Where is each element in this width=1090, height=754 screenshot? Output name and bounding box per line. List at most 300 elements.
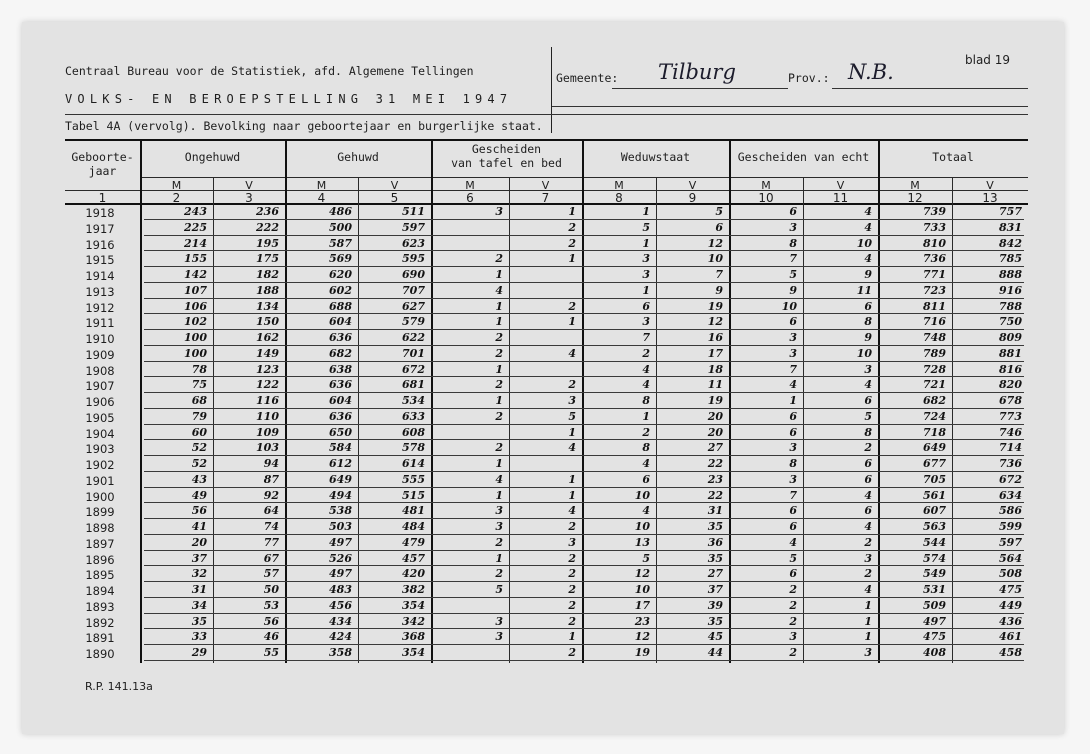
data-cell: 672 <box>402 362 425 376</box>
data-cell: 789 <box>923 346 946 360</box>
data-cell: 7 <box>642 331 650 344</box>
data-cell: 739 <box>923 205 946 218</box>
data-cell: 7 <box>715 268 723 281</box>
data-cell: 100 <box>184 331 207 344</box>
data-cell: 4 <box>642 362 650 376</box>
census-title: VOLKS- EN BEROEPSTELLING 31 MEI 1947 <box>65 92 513 106</box>
data-cell: 2 <box>495 252 503 266</box>
year-cell: 1897 <box>85 536 115 551</box>
row-rule <box>144 282 1024 283</box>
column-number: 5 <box>390 191 399 205</box>
data-cell: 3 <box>568 394 576 407</box>
data-cell: 6 <box>789 425 797 439</box>
row-rule <box>144 329 1024 330</box>
data-cell: 563 <box>923 520 946 533</box>
data-cell: 10 <box>634 520 650 533</box>
institution-line: Centraal Bureau voor de Statistiek, afd. Algemene Tellingen <box>65 64 474 78</box>
data-cell: 595 <box>402 252 425 266</box>
data-cell: 5 <box>642 220 650 234</box>
year-cell: 1906 <box>85 395 115 409</box>
data-cell: 811 <box>923 299 946 313</box>
data-cell: 494 <box>329 488 352 502</box>
year-cell: 1907 <box>85 379 115 394</box>
data-cell: 60 <box>191 425 207 439</box>
row-rule <box>144 298 1024 299</box>
year-cell: 1905 <box>85 410 115 425</box>
data-cell: 636 <box>329 331 352 344</box>
data-cell: 3 <box>495 630 503 644</box>
data-cell: 2 <box>495 441 503 455</box>
row-rule <box>144 534 1024 535</box>
column-number: 9 <box>688 191 697 205</box>
data-cell: 195 <box>256 236 279 250</box>
group-header: Gescheiden van echt <box>737 150 870 164</box>
data-cell: 4 <box>568 504 576 518</box>
data-cell: 3 <box>789 630 797 644</box>
data-cell: 569 <box>329 252 352 266</box>
data-cell: 2 <box>568 583 576 596</box>
column-number: 8 <box>615 191 623 205</box>
data-cell: 354 <box>402 646 425 659</box>
data-cell: 6 <box>789 567 797 581</box>
data-cell: 100 <box>184 346 207 360</box>
data-cell: 773 <box>999 409 1022 423</box>
data-cell: 52 <box>191 441 207 455</box>
data-cell: 4 <box>864 488 872 502</box>
data-cell: 682 <box>329 346 352 360</box>
data-cell: 18 <box>707 362 723 376</box>
data-cell: 56 <box>191 504 207 518</box>
data-cell: 103 <box>256 441 279 455</box>
table-caption: Tabel 4A (vervolg). Bevolking naar geboortejaar en burgerlijke staat. <box>65 119 543 133</box>
data-cell: 53 <box>263 598 279 612</box>
data-cell: 2 <box>568 614 576 628</box>
data-cell: 4 <box>789 378 797 392</box>
data-cell: 43 <box>191 472 207 486</box>
data-cell: 475 <box>999 583 1022 596</box>
data-cell: 56 <box>263 614 279 628</box>
data-cell: 33 <box>191 630 207 644</box>
data-cell: 102 <box>184 315 207 329</box>
data-cell: 8 <box>642 441 650 455</box>
data-cell: 64 <box>263 504 279 518</box>
data-cell: 5 <box>568 409 576 423</box>
year-cell: 1910 <box>85 332 115 346</box>
data-cell: 757 <box>999 205 1022 218</box>
data-cell: 116 <box>256 394 279 407</box>
data-cell: 4 <box>642 504 650 518</box>
data-cell: 7 <box>789 362 797 376</box>
data-cell: 4 <box>642 378 650 392</box>
data-cell: 701 <box>402 346 425 360</box>
data-cell: 7 <box>789 488 797 502</box>
data-cell: 10 <box>856 236 872 250</box>
year-cell: 1918 <box>85 206 115 220</box>
data-cell: 6 <box>789 205 797 218</box>
sub-label: V <box>986 179 994 192</box>
sub-label: M <box>910 179 920 192</box>
data-cell: 434 <box>329 614 352 628</box>
data-cell: 1 <box>568 488 576 502</box>
data-cell: 68 <box>191 394 207 407</box>
data-cell: 342 <box>402 614 425 628</box>
year-cell: 1894 <box>85 584 115 598</box>
data-cell: 17 <box>634 598 650 612</box>
gemeente-label: Gemeente: <box>556 71 619 85</box>
data-cell: 881 <box>999 346 1022 360</box>
group-divider <box>140 139 142 663</box>
column-number: 6 <box>466 191 474 205</box>
data-cell: 508 <box>999 567 1022 581</box>
data-cell: 17 <box>707 346 723 360</box>
data-cell: 22 <box>707 457 723 470</box>
data-cell: 31 <box>191 583 207 596</box>
row-rule <box>144 628 1024 629</box>
column-number: 1 <box>98 191 107 205</box>
data-cell: 2 <box>495 346 503 360</box>
data-cell: 5 <box>642 551 650 565</box>
data-cell: 19 <box>634 646 650 659</box>
data-cell: 94 <box>263 457 279 470</box>
data-cell: 1 <box>642 409 650 423</box>
data-cell: 6 <box>642 299 650 313</box>
data-cell: 1 <box>568 252 576 266</box>
data-cell: 109 <box>256 425 279 439</box>
data-cell: 4 <box>568 441 576 455</box>
data-cell: 1 <box>864 598 872 612</box>
data-cell: 2 <box>864 535 872 549</box>
data-cell: 20 <box>707 425 723 439</box>
data-cell: 5 <box>495 583 503 596</box>
data-cell: 8 <box>864 315 872 329</box>
provincie-value: N.B. <box>848 60 894 84</box>
row-rule <box>144 392 1024 393</box>
data-cell: 509 <box>923 598 946 612</box>
data-cell: 649 <box>923 441 946 455</box>
data-cell: 12 <box>634 567 650 581</box>
data-cell: 555 <box>402 472 425 486</box>
data-cell: 35 <box>707 551 723 565</box>
data-cell: 1 <box>568 630 576 644</box>
year-cell: 1902 <box>85 458 115 472</box>
data-cell: 4 <box>568 346 576 360</box>
data-cell: 479 <box>402 535 425 549</box>
data-cell: 6 <box>864 472 872 486</box>
data-cell: 44 <box>707 646 723 659</box>
year-cell: 1915 <box>85 253 115 268</box>
data-cell: 6 <box>789 520 797 533</box>
year-cell: 1893 <box>85 599 115 614</box>
data-cell: 49 <box>191 488 207 502</box>
data-cell: 13 <box>634 535 650 549</box>
row-rule <box>144 518 1024 519</box>
data-cell: 5 <box>789 268 797 281</box>
data-cell: 534 <box>402 394 425 407</box>
data-cell: 483 <box>329 583 352 596</box>
row-rule <box>144 235 1024 236</box>
data-cell: 723 <box>923 283 946 297</box>
column-number: 2 <box>172 191 181 205</box>
data-cell: 916 <box>999 283 1022 297</box>
row-rule <box>144 455 1024 456</box>
group-divider <box>878 139 880 663</box>
sub-label: V <box>836 179 845 192</box>
data-cell: 29 <box>191 646 207 659</box>
data-cell: 728 <box>923 362 946 376</box>
data-cell: 34 <box>191 598 207 612</box>
data-cell: 538 <box>329 504 352 518</box>
group-header: Gescheiden van tafel en bed <box>451 142 562 170</box>
data-cell: 497 <box>923 614 946 628</box>
data-cell: 2 <box>789 583 797 596</box>
data-cell: 584 <box>329 441 352 455</box>
data-cell: 12 <box>707 236 723 250</box>
data-cell: 6 <box>864 394 872 407</box>
data-cell: 2 <box>864 441 872 455</box>
data-cell: 526 <box>329 551 352 565</box>
data-cell: 2 <box>568 220 576 234</box>
data-cell: 3 <box>642 268 650 281</box>
data-cell: 503 <box>329 520 352 533</box>
row-rule <box>144 660 1024 661</box>
column-number: 12 <box>907 191 923 205</box>
year-cell: 1898 <box>85 521 115 535</box>
form-code: R.P. 141.13a <box>85 680 153 693</box>
data-cell: 597 <box>999 535 1022 549</box>
data-cell: 3 <box>495 520 503 533</box>
row-rule <box>144 313 1024 314</box>
data-cell: 649 <box>329 472 352 486</box>
data-cell: 79 <box>191 409 207 423</box>
data-cell: 579 <box>402 315 425 329</box>
sub-label: V <box>245 179 253 192</box>
data-cell: 77 <box>263 535 279 549</box>
data-cell: 1 <box>495 551 503 565</box>
data-cell: 1 <box>568 315 576 329</box>
data-cell: 27 <box>707 567 723 581</box>
data-cell: 515 <box>402 488 425 502</box>
group-header: Ongehuwd <box>184 150 241 164</box>
data-cell: 1 <box>789 394 797 407</box>
data-cell: 41 <box>191 520 207 533</box>
data-cell: 736 <box>923 252 946 266</box>
data-cell: 614 <box>402 457 425 470</box>
header-divider <box>551 47 552 133</box>
data-cell: 8 <box>864 425 872 439</box>
data-cell: 6 <box>789 315 797 329</box>
data-cell: 3 <box>864 646 872 659</box>
data-cell: 5 <box>715 205 723 218</box>
data-cell: 35 <box>707 520 723 533</box>
data-cell: 358 <box>329 646 352 659</box>
data-cell: 4 <box>789 535 797 549</box>
year-cell: 1911 <box>85 316 115 331</box>
row-rule <box>144 581 1024 582</box>
data-cell: 736 <box>999 457 1022 470</box>
data-cell: 4 <box>864 583 872 596</box>
data-cell: 4 <box>864 520 872 533</box>
data-cell: 2 <box>495 378 503 392</box>
group-header: Gehuwd <box>337 150 379 164</box>
data-cell: 408 <box>923 646 946 659</box>
row-rule <box>144 487 1024 488</box>
data-cell: 1 <box>495 457 503 470</box>
data-cell: 1 <box>568 472 576 486</box>
data-cell: 182 <box>256 268 279 281</box>
data-cell: 5 <box>789 551 797 565</box>
data-cell: 4 <box>495 283 503 297</box>
data-cell: 2 <box>495 567 503 581</box>
data-cell: 123 <box>256 362 279 376</box>
row-rule <box>144 550 1024 551</box>
data-cell: 486 <box>329 205 352 218</box>
row-rule <box>144 424 1024 425</box>
row-rule <box>144 644 1024 645</box>
year-cell: 1917 <box>85 221 115 236</box>
group-divider <box>431 139 433 663</box>
data-cell: 4 <box>495 472 503 486</box>
data-cell: 771 <box>923 268 946 281</box>
data-cell: 2 <box>568 299 576 313</box>
data-cell: 23 <box>634 614 650 628</box>
data-cell: 3 <box>642 252 650 266</box>
data-cell: 27 <box>707 441 723 455</box>
data-cell: 678 <box>999 394 1022 407</box>
data-cell: 3 <box>789 441 797 455</box>
data-cell: 37 <box>707 583 723 596</box>
data-cell: 20 <box>191 535 207 549</box>
data-cell: 3 <box>495 504 503 518</box>
data-cell: 1 <box>864 630 872 644</box>
data-cell: 19 <box>707 394 723 407</box>
data-cell: 134 <box>256 299 279 313</box>
data-cell: 149 <box>256 346 279 360</box>
sub-label: V <box>688 179 697 192</box>
year-cell: 1901 <box>85 473 115 488</box>
data-cell: 2 <box>642 346 650 360</box>
data-cell: 461 <box>999 630 1022 644</box>
data-cell: 672 <box>999 472 1022 486</box>
data-cell: 10 <box>634 583 650 596</box>
data-cell: 4 <box>864 378 872 392</box>
data-cell: 564 <box>999 551 1022 565</box>
data-cell: 10 <box>781 299 797 313</box>
data-cell: 3 <box>789 346 797 360</box>
data-cell: 11 <box>856 283 872 297</box>
data-cell: 8 <box>789 457 797 470</box>
data-cell: 9 <box>789 283 797 297</box>
data-cell: 599 <box>999 520 1022 533</box>
data-cell: 458 <box>999 646 1022 659</box>
data-cell: 4 <box>864 252 872 266</box>
year-cell: 1908 <box>85 363 115 378</box>
data-cell: 714 <box>999 441 1022 455</box>
data-cell: 1 <box>642 205 650 218</box>
data-cell: 19 <box>707 299 723 313</box>
data-cell: 424 <box>329 630 352 644</box>
gemeente-underline <box>612 88 788 89</box>
data-cell: 1 <box>495 362 503 376</box>
data-cell: 788 <box>999 299 1022 313</box>
data-cell: 20 <box>707 409 723 423</box>
data-cell: 1 <box>642 283 650 297</box>
data-cell: 23 <box>707 472 723 486</box>
data-cell: 67 <box>263 551 279 565</box>
data-cell: 707 <box>402 283 425 297</box>
data-cell: 50 <box>263 583 279 596</box>
row-rule <box>144 597 1024 598</box>
data-cell: 888 <box>999 268 1022 281</box>
data-cell: 2 <box>495 409 503 423</box>
data-cell: 7 <box>789 252 797 266</box>
data-cell: 92 <box>263 488 279 502</box>
data-cell: 650 <box>329 425 352 439</box>
column-number: 7 <box>541 191 550 205</box>
data-cell: 78 <box>191 362 207 376</box>
data-cell: 724 <box>923 409 946 423</box>
data-cell: 3 <box>864 551 872 565</box>
data-cell: 842 <box>999 236 1022 250</box>
data-cell: 4 <box>642 457 650 470</box>
data-cell: 3 <box>495 614 503 628</box>
data-cell: 10 <box>707 252 723 266</box>
row-rule <box>144 361 1024 362</box>
data-cell: 6 <box>864 457 872 470</box>
data-cell: 9 <box>864 331 872 344</box>
data-cell: 612 <box>329 457 352 470</box>
sub-label: M <box>761 179 771 192</box>
data-cell: 500 <box>329 220 352 234</box>
year-cell: 1890 <box>85 647 115 661</box>
data-cell: 9 <box>864 268 872 281</box>
data-cell: 750 <box>999 315 1022 329</box>
sub-label: V <box>390 179 399 192</box>
data-cell: 12 <box>707 315 723 329</box>
year-cell: 1903 <box>85 442 115 457</box>
data-cell: 10 <box>634 488 650 502</box>
year-cell: 1899 <box>85 505 115 520</box>
data-cell: 436 <box>999 614 1022 628</box>
year-cell: 1896 <box>85 552 115 567</box>
year-cell: 1913 <box>85 284 115 299</box>
data-cell: 46 <box>263 630 279 644</box>
data-cell: 604 <box>329 315 352 329</box>
group-header: Totaal <box>932 150 974 164</box>
provincie-underline <box>832 88 1028 89</box>
data-cell: 6 <box>789 409 797 423</box>
data-cell: 6 <box>864 504 872 518</box>
data-cell: 39 <box>707 598 723 612</box>
column-number: 11 <box>832 191 849 205</box>
row-rule <box>144 408 1024 409</box>
data-cell: 4 <box>864 205 872 218</box>
data-cell: 2 <box>568 236 576 250</box>
data-cell: 35 <box>191 614 207 628</box>
data-cell: 634 <box>999 488 1022 502</box>
data-cell: 106 <box>184 299 207 313</box>
data-cell: 107 <box>184 283 207 297</box>
data-cell: 222 <box>256 220 279 234</box>
data-cell: 457 <box>402 551 425 565</box>
data-cell: 561 <box>923 488 946 502</box>
data-cell: 3 <box>568 535 576 549</box>
data-cell: 831 <box>999 220 1022 234</box>
data-cell: 484 <box>402 520 425 533</box>
row-rule <box>144 565 1024 566</box>
data-cell: 677 <box>923 457 946 470</box>
header-rule-bottom <box>65 114 1028 115</box>
data-cell: 2 <box>568 567 576 581</box>
